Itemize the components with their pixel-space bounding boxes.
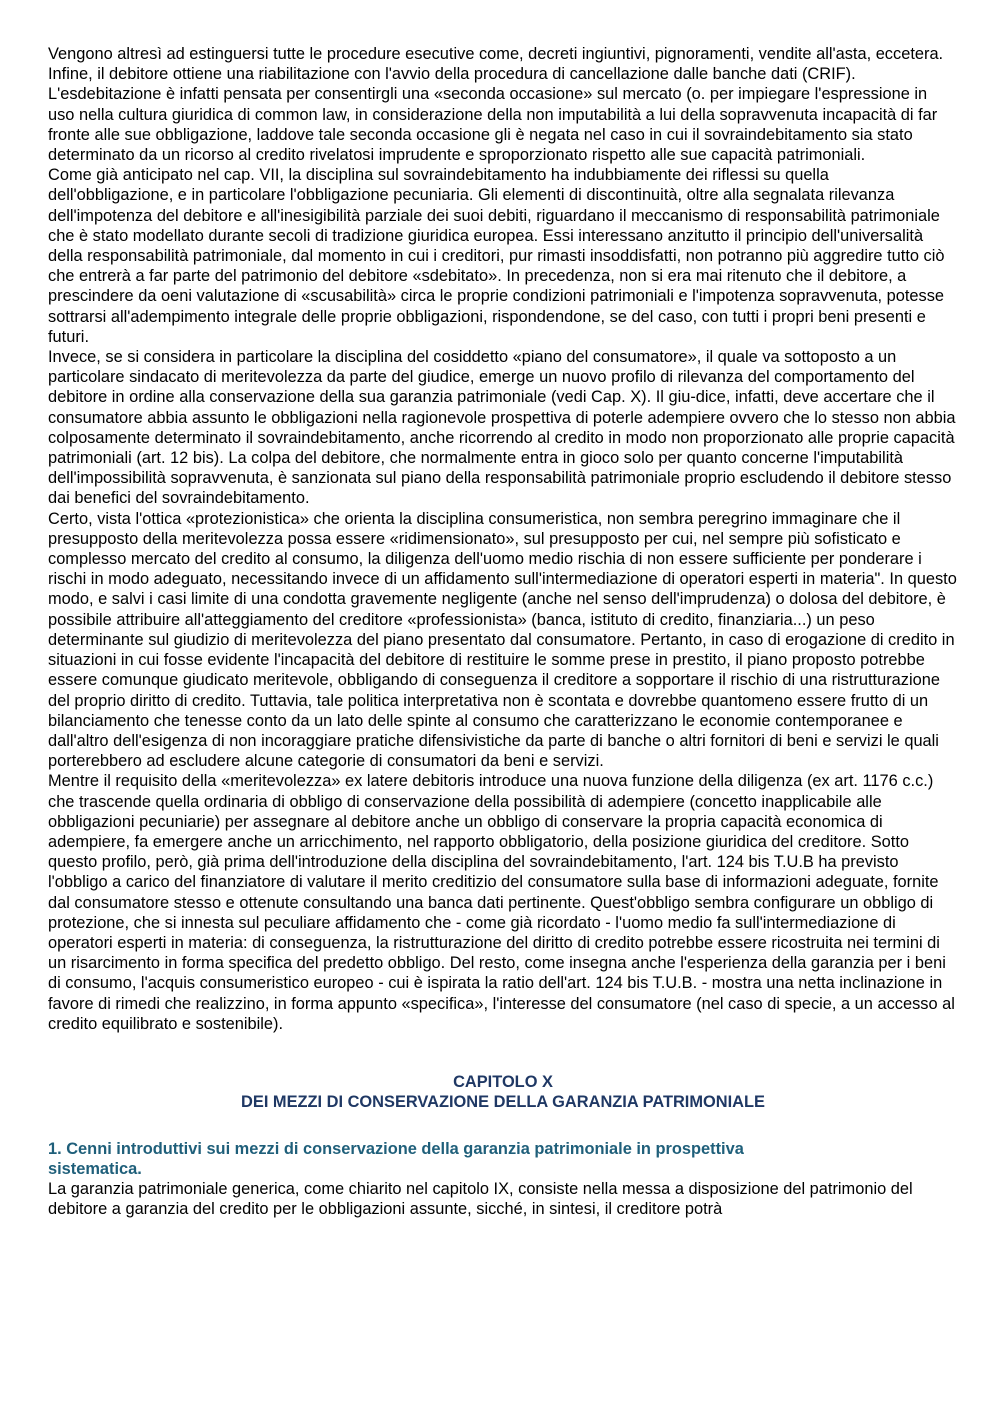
paragraph-riflessi-obbligazione: Come già anticipato nel cap. VII, la disciplina sul sovraindebitamento ha indubbiamente dei riflessi su quella dell'obbligazione, e in particolare l'obbligazione pecuniaria. Gli elementi di discontinuità, oltre alla segnalata rilevanza dell'impotenza del debitore e all'inesigibilità parziale dei suoi debiti, riguardano il meccanismo di responsabilità patrimoniale che è stato modellato durante secoli di tradizione giuridica europea. Essi interessano anzitutto il principio dell'universalità della responsabilità patrimoniale, dal momento in cui i creditori, pur rimasti insoddisfatti, non potranno più aggredire tutto ciò che entrerà a far parte del patrimonio del debitore «sdebitato». In precedenza, non si era mai ritenuto che il debitore, a prescindere da oeni valutazione di «scusabilità» circa le proprie condizioni patrimoniali e l'impotenza sopravvenuta, potesse sottrarsi all'adempimento integrale delle proprie obbligazioni, rispondendone, se del caso, con tutti i propri beni presenti e futuri. xyxy=(48,166,945,346)
section-title: 1. Cenni introduttivi sui mezzi di conservazione della garanzia patrimoniale in prospettiva sistematica. xyxy=(48,1139,744,1178)
paragraph-estinzione-procedure: Vengono altresì ad estinguersi tutte le procedure esecutive come, decreti ingiuntivi, pignoramenti, vendite all'asta, eccetera. Infine, il debitore ottiene una riabilitazione con l'avvio della procedura di cancellazione dalle banche dati (CRIF). xyxy=(48,45,944,84)
paragraph-piano-consumatore: Invece, se si considera in particolare la disciplina del cosiddetto «piano del consumatore», il quale va sottoposto a un particolare sindacato di meritevolezza da parte del giudice, emerge un nuovo profilo di rilevanza del comportamento del debitore in ordine alla conservazione della sua garanzia patrimoniale (vedi Cap. X). Il giu-dice, infatti, deve accertare che il consumatore abbia assunto le obbligazioni nella ragionevole prospettiva di poterle adempiere ovvero che lo stesso non abbia colposamente determinato il sovraindebitamento, anche ricorrendo al credito in modo non proporzionato alle proprie capacità patrimoniali (art. 12 bis). La colpa del debitore, che normalmente entra in gioco solo per quanto concerne l'imputabilità dell'impossibilità sopravvenuta, è sanzionata sul piano della responsabilità patrimoniale proprio escludendo il debitore stesso dai benefici del sovraindebitamento. xyxy=(48,348,956,508)
paragraph-meritevolezza: Mentre il requisito della «meritevolezza» ex latere debitoris introduce una nuova funzione della diligenza (ex art. 1176 c.c.) che trascende quella ordinaria di obbligo di conservazione della possibilità di adempiere (concetto inapplicabile alle obbligazioni pecuniarie) per assegnare al debitore anche un obbligo di conservare la propria capacità economica di adempiere, fa emergere anche un arricchimento, nel rapporto obbligatorio, della posizione giuridica del creditore. Sotto questo profilo, però, già prima dell'introduzione della disciplina del sovraindebitamento, l'art. 124 bis T.U.B ha previsto l'obbligo a carico del finanziatore di valutare il merito creditizio del consumatore sulla base di informazioni adeguate, fornite dal consumatore stesso e ottenute consultando una banca dati pertinente. Quest'obbligo sembra configurare un obbligo di protezione, che si innesta sul peculiare affidamento che - come già ricordato - l'uomo medio fa sull'intermediazione di operatori esperti in materia: di conseguenza, la ristrutturazione del diritto di credito potrebbe essere ricostruita nei termini di un risarcimento in forma specifica del predetto obbligo. Del resto, come insegna anche l'esperienza della garanzia per i beni di consumo, l'acquis consumeristico europeo - cui è ispirata la ratio dell'art. 124 bis T.U.B. - mostra una netta inclinazione in favore di rimedi che realizzino, in forma appunto «specifica», l'interesse del consumatore (nel caso di specie, a un accesso al credito equilibrato e sostenibile). xyxy=(48,772,955,1033)
paragraph-ottica-protezionistica: Certo, vista l'ottica «protezionistica» che orienta la disciplina consumeristica, non sembra peregrino immaginare che il presupposto della meritevolezza possa essere «ridimensionato», sul presupposto per cui, nel sempre più sofisticato e complesso mercato del credito al consumo, la diligenza dell'uomo medio rischia di non essere sufficiente per ponderare i rischi in modo adeguato, necessitando invece di un affidamento sull'intermediazione di operatori esperti in materia". In questo modo, e salvi i casi limite di una condotta gravemente negligente (anche nel senso dell'imprudenza) o dolosa del debitore, è possibile attribuire all'atteggiamento del creditore «professionista» (banca, istituto di credito, finanziaria...) un peso determinante sul giudizio di meritevolezza del piano presentato dal consumatore. Pertanto, in caso di erogazione di credito in situazioni in cui fosse evidente l'incapacità del debitore di restituire le somme prese in prestito, il piano proposto potrebbe essere comunque giudicato meritevole, obbligando di conseguenza il creditore a sopportare il rischio di una ristrutturazione del proprio diritto di credito. Tuttavia, tale politica interpretativa non è scontata e dovrebbe quantomeno essere frutto di un bilanciamento che tenesse conto da un lato delle spinte al consumo che caratterizzano le economie contemporanee e dall'altro dell'esigenza di non incoraggiare pratiche difensivistiche da parte di banche o altri fornitori di beni e servizi le quali porterebbero ad escludere alcune categorie di consumatori da beni e servizi. xyxy=(48,509,957,771)
paragraph-garanzia-generica: La garanzia patrimoniale generica, come chiarito nel capitolo IX, consiste nella messa a disposizione del patrimonio del debitore a garanzia del credito per le obbligazioni assunte, sicché, in sintesi, il creditore potrà xyxy=(48,1180,913,1219)
chapter-heading xyxy=(48,1072,958,1113)
chapter-title: DEI MEZZI DI CONSERVAZIONE DELLA GARANZIA PATRIMONIALE xyxy=(241,1093,765,1112)
document-page xyxy=(48,44,958,1220)
chapter-number: CAPITOLO X xyxy=(453,1072,553,1091)
paragraph-esdebitazione: L'esdebitazione è infatti pensata per consentirgli una «seconda occasione» sul mercato (o. per impiegare l'espressione in uso nella cultura giuridica di common law, in considerazione della non imputabilità a lui della sopravvenuta incapacità di far fronte alle sue obbligazione, laddove tale seconda occasione gli è negata nel caso in cui il sovraindebitamento sia stato determinato da un ricorso al credito rivelatosi imprudente e sproporzionato rispetto alle sue capacità patrimoniali. xyxy=(48,85,938,165)
